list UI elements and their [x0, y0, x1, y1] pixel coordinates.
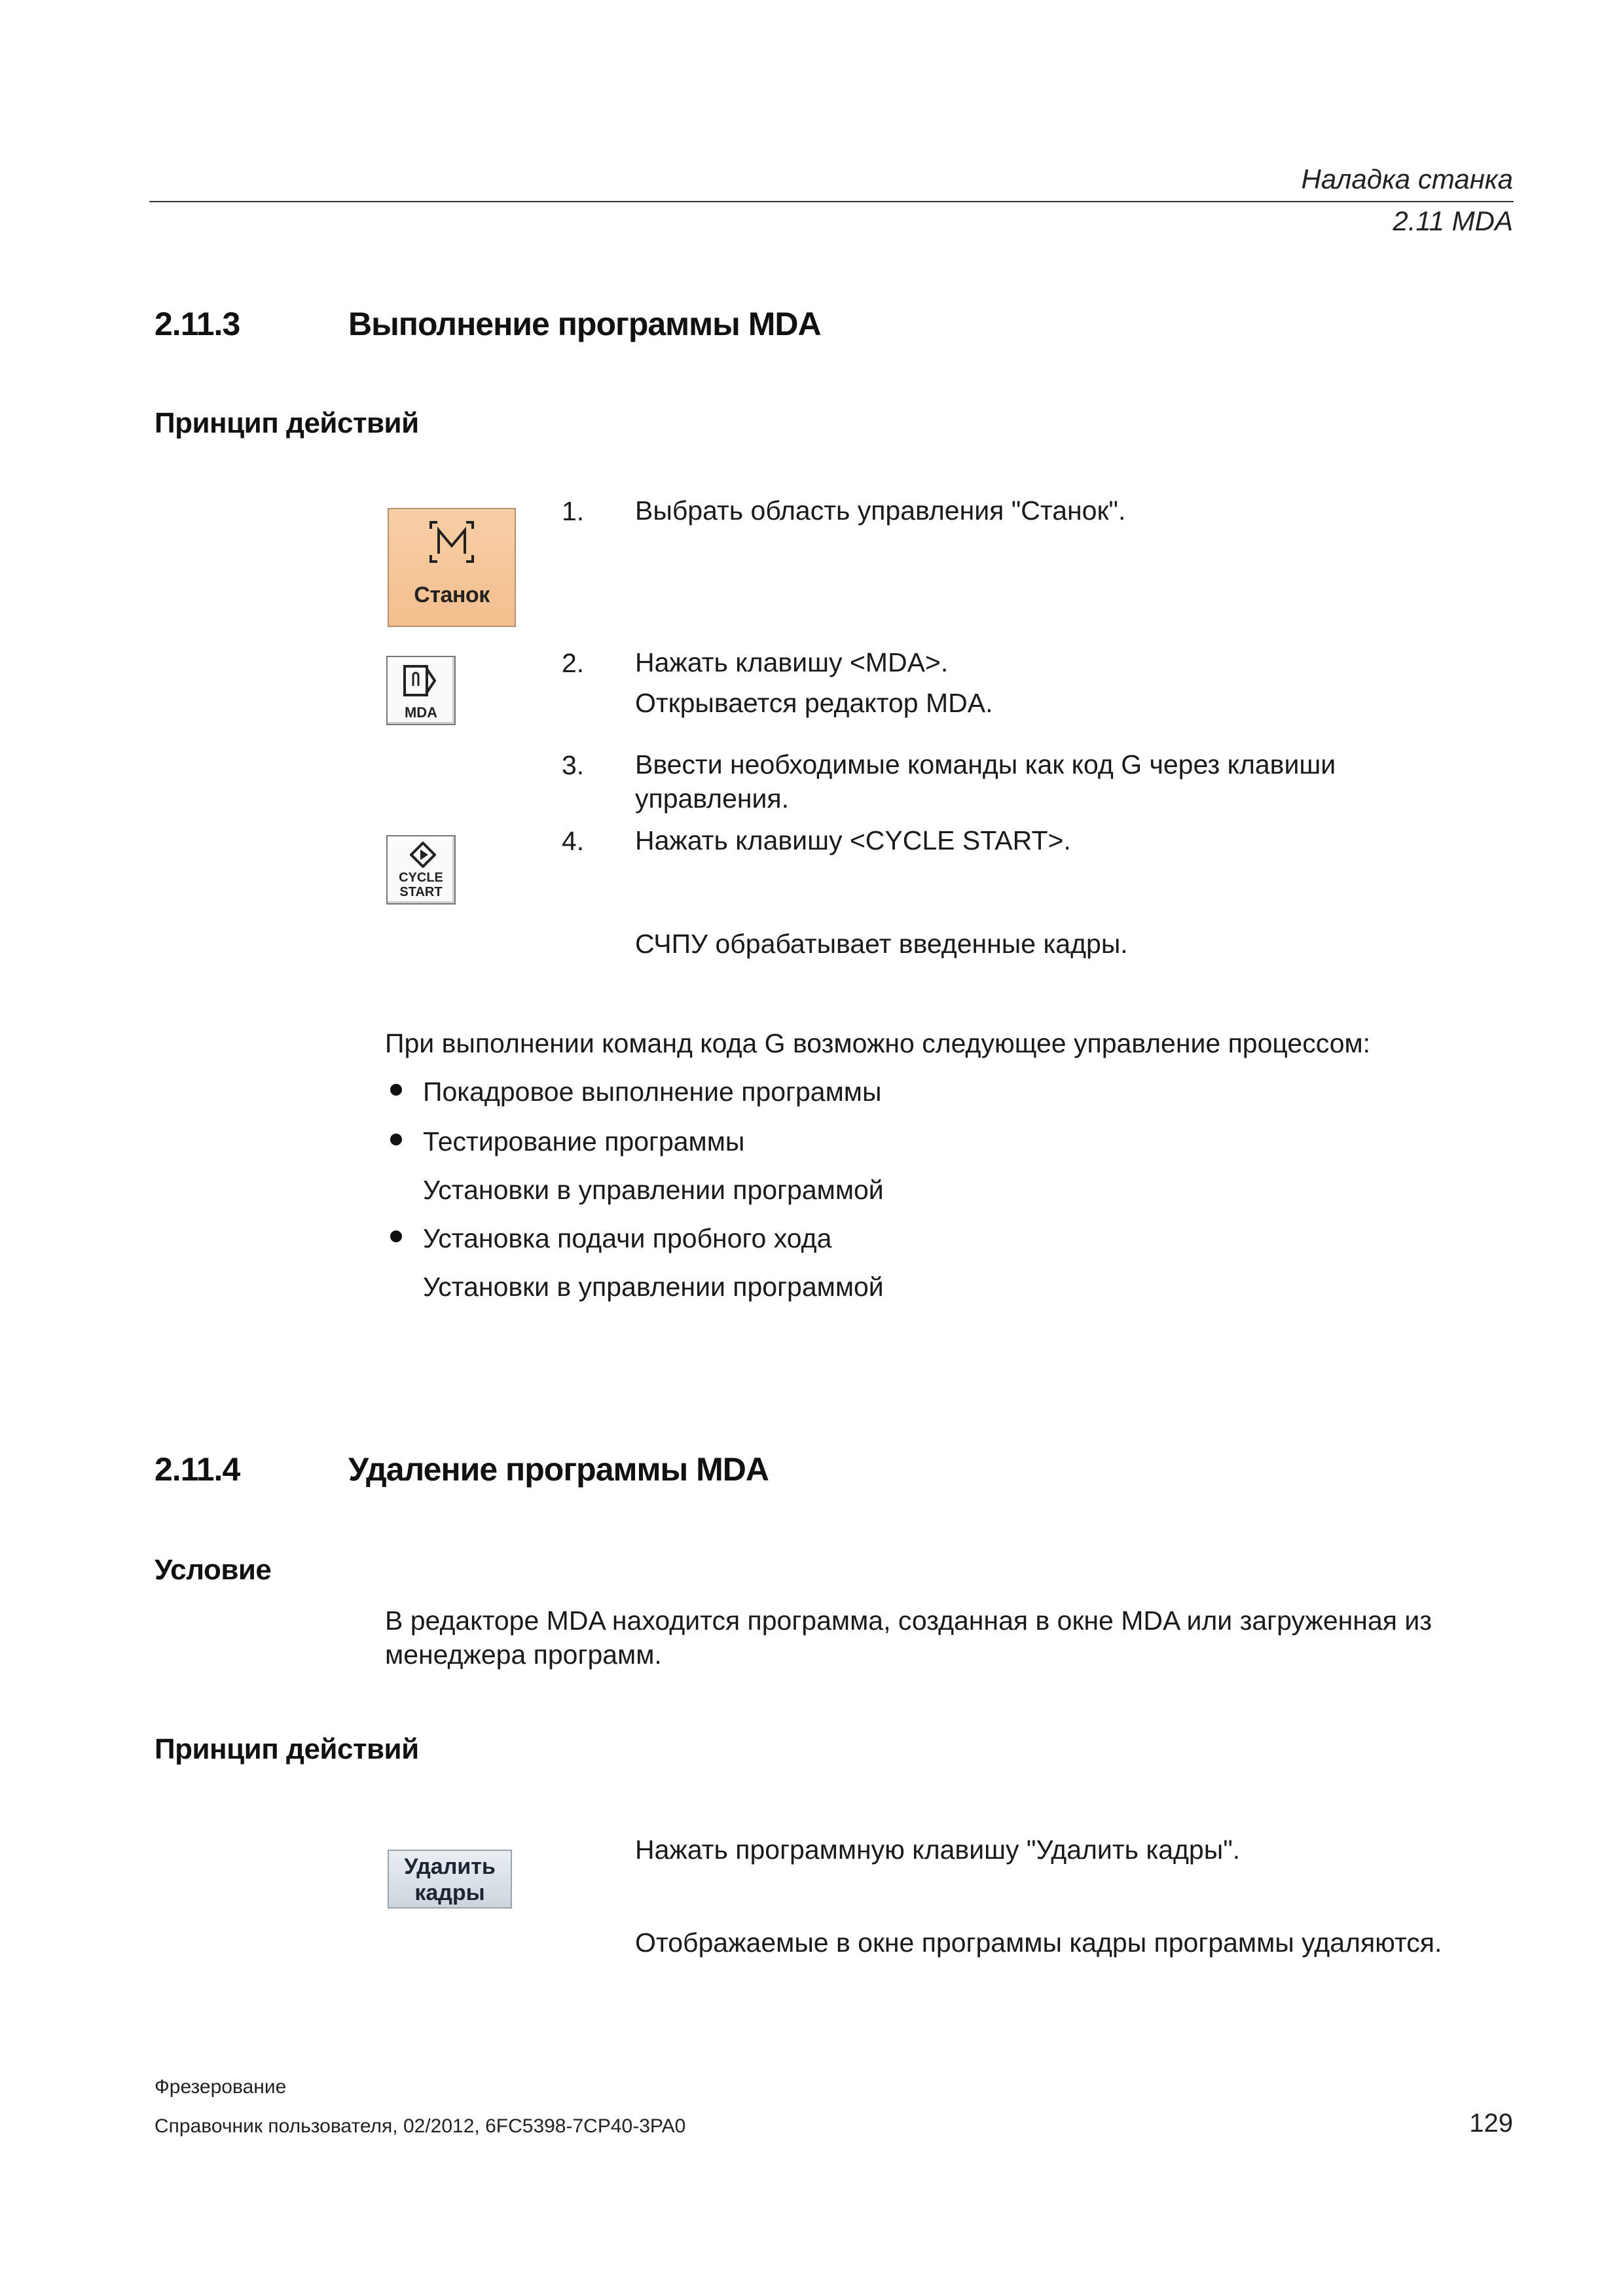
process-control-intro: При выполнении команд кода G возможно следующее управление процессом: — [385, 1028, 1371, 1058]
condition-text: В редакторе MDA находится программа, созданная в окне MDA или загруженная из — [385, 1605, 1432, 1636]
step-text: Ввести необходимые команды как код G через клавиши — [635, 749, 1336, 780]
section-title: Выполнение программы MDA — [348, 306, 821, 342]
step-text: Нажать клавишу <CYCLE START>. — [635, 825, 1071, 855]
subheading-condition: Условие — [155, 1554, 272, 1586]
page-number: 129 — [1469, 2109, 1513, 2138]
cycle-start-icon — [410, 842, 436, 868]
step-number: 4. — [562, 826, 585, 856]
delete-instruction: Нажать программную клавишу "Удалить кадры". — [635, 1835, 1241, 1865]
step-number: 3. — [562, 750, 585, 780]
machine-icon — [429, 521, 474, 563]
delete-result: Отображаемые в окне программы кадры программы удаляются. — [635, 1928, 1442, 1958]
footer-document: Справочник пользователя, 02/2012, 6FC5398-7CP40-3PA0 — [155, 2115, 686, 2137]
step-text: Нажать клавишу <MDA>. — [635, 647, 949, 677]
condition-text-continued: менеджера программ. — [385, 1640, 662, 1670]
bullet-subtext: Установки в управлении программой — [423, 1175, 884, 1205]
cycle-start-label-line1: CYCLE — [399, 870, 443, 885]
softkey-label-line2: кадры — [414, 1880, 485, 1905]
bullet-text: Установка подачи пробного хода — [423, 1223, 832, 1253]
delete-blocks-softkey[interactable] — [388, 1850, 512, 1909]
bullet-dot — [390, 1084, 402, 1096]
section-title: Удаление программы MDA — [348, 1451, 769, 1488]
step-number: 2. — [562, 648, 585, 678]
step-text-continued: Открывается редактор MDA. — [635, 688, 993, 718]
bullet-dot — [390, 1230, 402, 1242]
bullet-text: Тестирование программы — [423, 1126, 745, 1157]
bullet-dot — [390, 1134, 402, 1145]
header-section: 2.11 MDA — [1393, 206, 1513, 236]
footer-product: Фрезерование — [155, 2076, 287, 2098]
bullet-text: Покадровое выполнение программы — [423, 1077, 882, 1107]
cycle-start-key[interactable] — [386, 835, 456, 905]
header-divider — [149, 201, 1514, 202]
machine-area-button[interactable] — [388, 508, 516, 627]
step-result: СЧПУ обрабатывает введенные кадры. — [635, 929, 1128, 959]
machine-label: Станок — [414, 583, 490, 607]
cycle-start-label-line2: START — [399, 885, 443, 899]
mda-key[interactable] — [386, 656, 456, 725]
softkey-label-line1: Удалить — [404, 1854, 496, 1879]
subheading-procedure: Принцип действий — [155, 1733, 419, 1765]
bullet-subtext: Установки в управлении программой — [423, 1272, 884, 1302]
section-number: 2.11.3 — [155, 306, 240, 342]
subheading-procedure: Принцип действий — [155, 407, 419, 439]
section-number: 2.11.4 — [155, 1451, 240, 1488]
header-chapter: Наладка станка — [1301, 164, 1513, 194]
step-text: Выбрать область управления "Станок". — [635, 495, 1126, 526]
mda-key-label: MDA — [404, 704, 438, 721]
mda-hand-icon — [403, 665, 437, 700]
step-text-continued: управления. — [635, 783, 790, 814]
step-number: 1. — [562, 496, 585, 526]
